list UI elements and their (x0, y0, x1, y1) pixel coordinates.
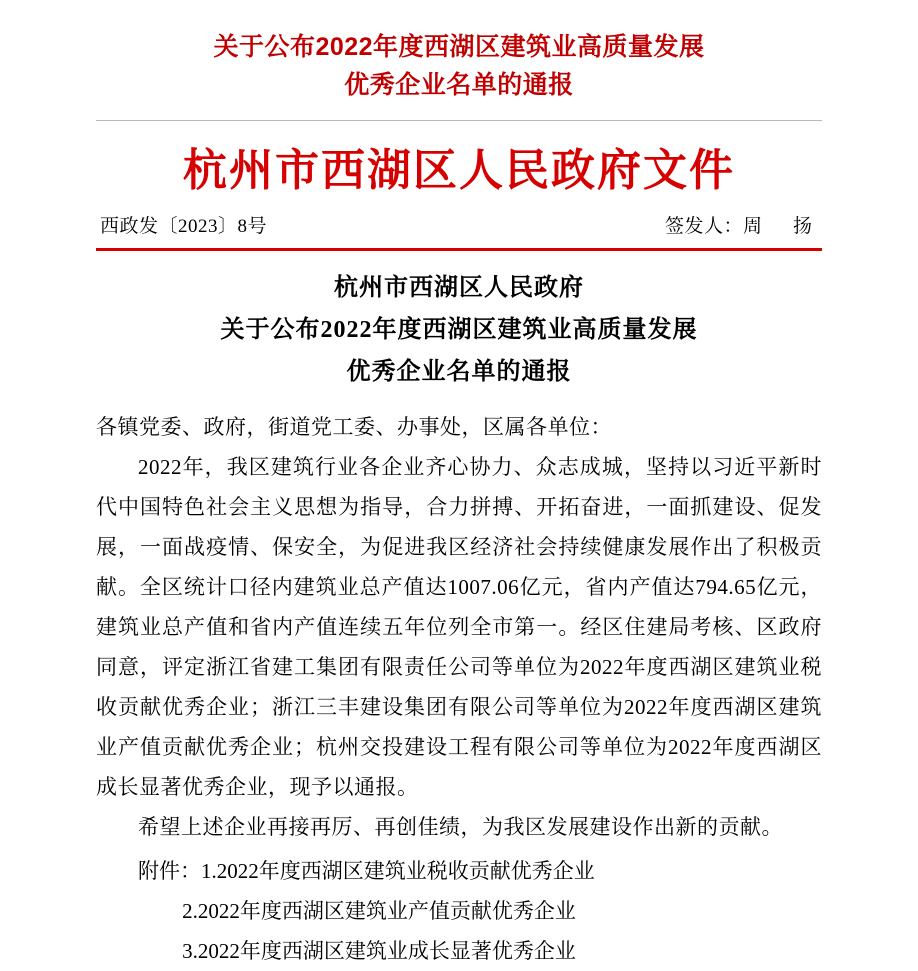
issuer-name: 周 扬 (742, 216, 818, 237)
banner-title-line1: 关于公布2022年度西湖区建筑业高质量发展 (213, 33, 705, 61)
banner-title (96, 0, 822, 104)
banner-title-line2: 优秀企业名单的通报 (344, 71, 574, 99)
issuer-label: 签发人： (664, 216, 743, 237)
attachment-item-1: 1.2022年度西湖区建筑业税收贡献优秀企业 (201, 859, 595, 883)
document-number: 西政发〔2023〕8号 (100, 216, 268, 237)
body-paragraph-1: 2022年，我区建筑行业各企业齐心协力、众志成城，坚持以习近平新时代中国特色社会主义思想为指导，合力拼搏、开拓奋进，一面抓建设、促发展，一面战疫情、保安全，为促进我区经济社会持续健康发展作出了积极贡献。全区统计口径内建筑业总产值达1007.06亿元，省内产值达794.65亿元，建筑业总产值和省内产值连续五年位列全市第一。经区住建局考核、区政府同意，评定浙江省建工集团有限责任公司等单位为2022年度西湖区建筑业税收贡献优秀企业；浙江三丰建设集团有限公司等单位为2022年度西湖区建筑业产值贡献优秀企业；杭州交投建设工程有限公司等单位为2022年度西湖区成长显著优秀企业，现予以通报。 (96, 455, 822, 799)
title-line1: 杭州市西湖区人民政府 (334, 275, 584, 301)
title-line2: 关于公布2022年度西湖区建筑业高质量发展 (220, 317, 698, 343)
attachment-item-2-row: 2.2022年度西湖区建筑业产值贡献优秀企业 (182, 899, 576, 923)
attachment-label: 附件： (138, 859, 201, 883)
body-paragraph-2: 希望上述企业再接再厉、再创佳绩，为我区发展建设作出新的贡献。 (138, 815, 783, 839)
document-body (96, 393, 822, 847)
title-line3: 优秀企业名单的通报 (346, 359, 572, 385)
salutation: 各镇党委、政府，街道党工委、办事处，区属各单位： (96, 415, 612, 439)
issuer-block (665, 211, 818, 238)
attachment-label-row (96, 851, 822, 891)
document-header (96, 121, 822, 251)
attachment-item-3-row: 3.2022年度西湖区建筑业成长显著优秀企业 (182, 939, 576, 963)
document-meta (96, 199, 822, 238)
document-title (96, 251, 822, 393)
attachment-list (96, 847, 822, 971)
issuing-organization: 杭州市西湖区人民政府文件 (183, 146, 735, 195)
